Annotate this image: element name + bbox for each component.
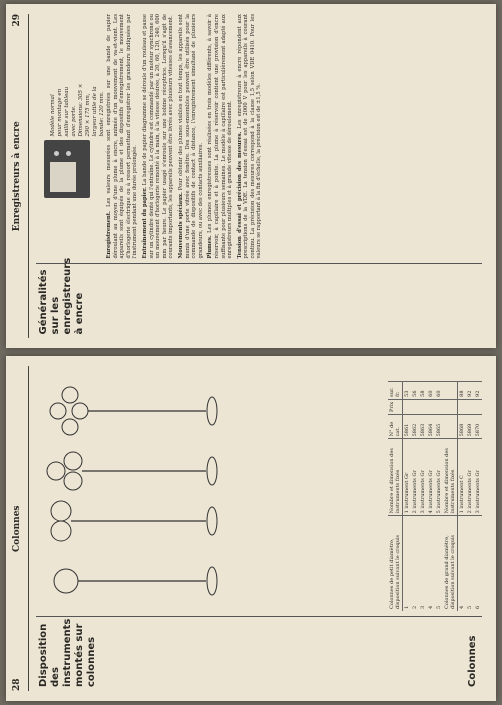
paragraph [178,14,204,259]
article-body [36,14,482,259]
column-drawing-2 [51,501,217,541]
table-cell [435,399,443,414]
table-cell [411,399,419,414]
table-header-cell: Nombre et dimension des instruments fixés [443,439,458,516]
table-row [474,382,482,612]
table-header-cell: Colonnes de grand diamètre, disposition suivant le croquis [443,516,458,611]
header-rule [28,367,29,692]
table-cell: 92 [466,382,474,400]
paragraph-text: La bande de papier diagramme se déroule d'un rouleau et passe sur un cylindre denté qui l'entraîne. Le cylindre est commandé par un moteur synchrone ou un mouvement d'horlogerie remonté à la main, à la vitesse désirée, à 20, 60, 120, 240, 600 mm par heure. Le papier usagé s'enroule sur une bobine réceptrice. Lorsqu'il s'agit de courants importants, les appareils peuvent être livrés avec plusieurs vitesses d'avancement. [141,14,175,259]
table-cell [458,399,467,414]
table-cell [427,399,435,414]
table-cell: 5 instruments Gr [435,439,443,516]
table-cell: 88 [458,382,467,400]
paragraph-text: Les valeurs mesurées sont enregistrées sur une bande de papier déroulant au moyen d'une plume à encre, animée d'un mouvement de va-et-vient. Les appareils sont équipés de la plume et des dispositifs d'enregistrement, le mouvement d'horlogerie électrique ou à ressort permettant d'enregistrer les grandeurs indiquées par l'instrument pendant une durée prolongée. [106,13,139,259]
table-header-cell: Nombre et dimension des instruments fixés [388,439,403,516]
table-cell: 1 [403,516,412,611]
table-cell: 56 [411,382,419,400]
table-cell: 6 [474,516,482,611]
paragraph [106,14,139,259]
table-cell: 2 [411,516,419,611]
table-cell: 5861 [403,415,412,439]
table-cell: 4 [427,516,435,611]
recorder-photo [44,141,90,199]
paragraph-title: Tension d'essai et précision des mesures. [236,131,243,259]
table-cell [403,399,412,414]
table-row [466,382,474,612]
page-number: 28 [12,678,22,691]
table-cell: 92 [474,382,482,400]
table-cell [466,399,474,414]
page-header: Enregistreurs à encre [12,121,22,232]
table-cell: 4 instruments Gr [427,439,435,516]
column-drawing-3 [47,452,217,490]
table-cell [474,399,482,414]
table-cell: 58 [419,382,427,400]
paragraph-title: Plumes. [207,235,214,259]
table-cell: 5863 [419,415,427,439]
table-cell: 5868 [458,415,467,439]
table-cell: 1 instrument Gr [403,439,412,516]
column-drawing-4 [50,387,217,435]
table-cell: 5 [466,516,474,611]
sidebar [36,257,482,339]
paragraph-title: Enregistrement. [106,211,112,259]
page-29 [6,4,496,349]
paragraph [142,14,175,259]
table-cell: 5864 [427,415,435,439]
table-cell: 4 [458,516,467,611]
table-cell [419,399,427,414]
figure-caption: Modèle normal pour montage en saillie sur tableau avec porte. Dimensions: 305 × 290 × 175 mm, largeur utile de la bande: 120 mm. [50,83,105,137]
paragraph-text: Les plumes enregistreuses sont réalisées en trois modèles différents, à savoir à réservoir, à capillaire et à pointe. La plume à réservoir contient une provision d'encre suffisante pour plusieurs semaines. Le modèle à capillaire est particulièrement adapté aux enregistreurs multiples et à grande vitesse de déroulement. [207,14,234,259]
column-drawings [36,361,226,611]
sidebar-bottom-label: Colonnes [467,635,478,687]
column-drawing-1 [54,567,217,595]
paragraph-text: Pour obtenir des plumes visibles en tout temps, les appareils sont munis d'une porte vitrée avec fenêtre. Des sous-ensembles peuvent être utilisés pour la commande de dispositifs de contact à distance, l'enregistrement simultané de plusieurs grandeurs, ou avec des contacts auxiliaires. [177,14,204,259]
table-cell: 60 [435,382,443,400]
table-cell: 53 [403,382,412,400]
table-header-cell: sur. fr. [388,382,403,400]
table-header-row-2 [443,382,458,612]
table-header-cell: Colonnes de petit diamètre, disposition suivant le croquis [388,516,403,611]
table-cell: 5870 [474,415,482,439]
table-cell: 3 [419,516,427,611]
table-cell: 5869 [466,415,474,439]
table-row [458,382,467,612]
paragraph [237,14,263,259]
table-row [403,382,412,612]
table-cell: 3 instruments Gr [474,439,482,516]
table-header-cell: N° de cat. [388,415,403,439]
table-cell: 5865 [435,415,443,439]
column-illustrations [36,367,236,612]
table-cell: 5 [435,516,443,611]
table-row [435,382,443,612]
sidebar-title: Disposition des instruments montés sur colonnes [38,618,97,687]
page-header: Colonnes [12,505,22,552]
columns-table [388,381,482,611]
table-cell: 2 instruments Gr [411,439,419,516]
sidebar-title: Généralités sur les enregistreurs à encre [38,257,85,335]
paragraph-title: Mouvements spéciaux. [177,192,184,259]
table-cell: 1 instrument C [458,439,467,516]
table-cell: 2 instruments Gr [466,439,474,516]
table-cell: 5862 [411,415,419,439]
sidebar [36,616,482,691]
table-row [411,382,419,612]
page-28 [6,357,496,702]
page-number: 29 [12,14,22,27]
table-header-row [388,382,403,612]
figure-block [36,14,106,259]
table-row [419,382,427,612]
paragraph [207,14,233,259]
table-row [427,382,435,612]
paragraph-text: Les enregistreurs à encre répondent aux prescriptions de la VDE. La tension d'essai est de 2000 V pour les appareils à courant continu. La précision des mesures correspond à la classe 1,5 selon VDE 0410. Pour les valeurs se rapportant à la fin d'échelle, la précision est de ±1,5 %. [236,14,263,259]
table-header-cell: Prix [388,399,403,414]
header-rule [28,14,29,339]
paragraph-title: Entraînement du papier. [141,187,148,259]
table-cell: 60 [427,382,435,400]
table-cell: 3 instruments Gr [419,439,427,516]
